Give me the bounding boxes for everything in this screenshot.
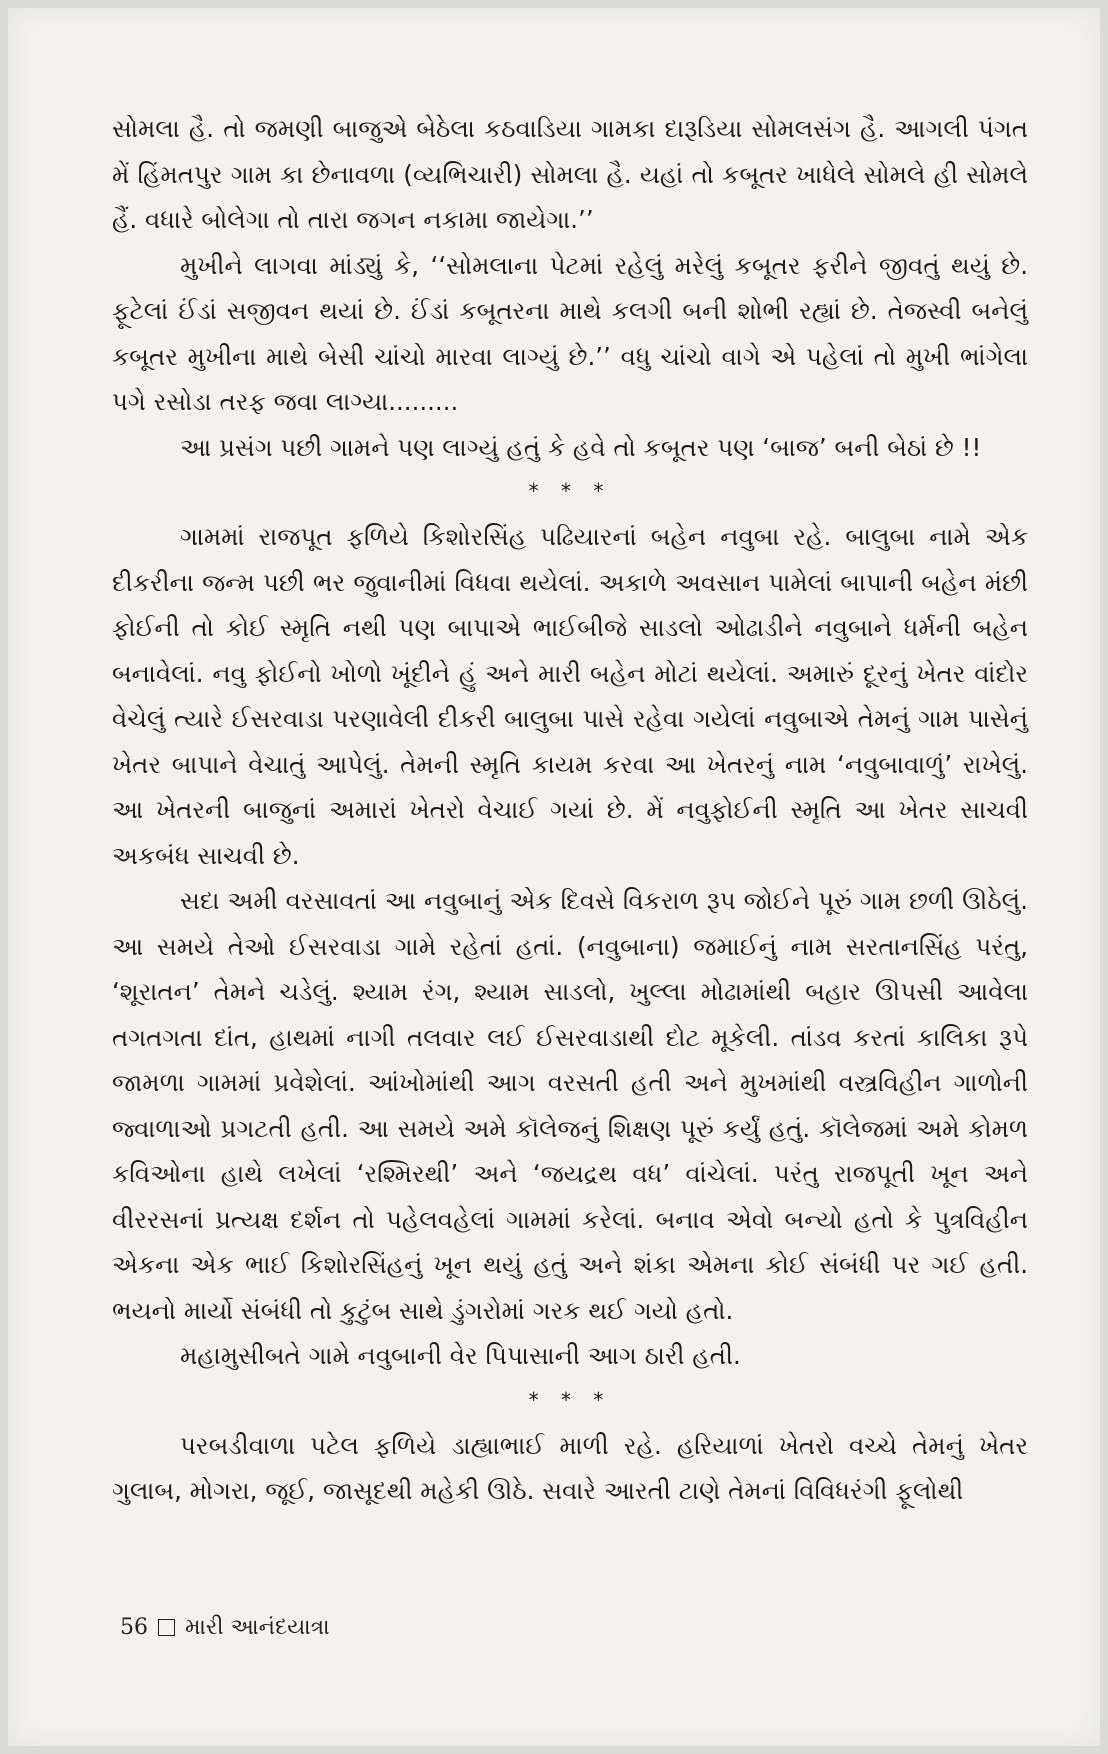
paragraph-6: મહામુસીબતે ગામે નવુબાની વેર પિપાસાની આગ ઠારી હતી. xyxy=(180,1341,741,1370)
paragraph-3: આ પ્રસંગ પછી ગામને પણ લાગ્યું હતું કે હવે તો કબૂતર પણ ‘બાજ’ બની બેઠાં છે !! xyxy=(180,432,982,462)
page-footer xyxy=(120,1615,330,1640)
paragraph-7: પરબડીવાળા પટેલ ફળિયે ડાહ્યાભાઈ માળી રહે. હરિયાળાં ખેતરો વચ્ચે તેમનું ખેતર ગુલાબ, મોગરા, જૂઈ, જાસૂદથી મહેકી ઊઠે. સવારે આરતી ટાણે તેમનાં વિવિધરંગી ફૂલોથી xyxy=(112,1430,1028,1505)
section-separator-1: * * * xyxy=(528,479,612,503)
paragraph-4: ગામમાં રાજપૂત ફળિયે કિશોરસિંહ પઢિયારનાં બહેન નવુબા રહે. બાલુબા નામે એક દીકરીના જન્મ પછી ભર જુવાનીમાં વિધવા થયેલાં. અકાળે અવસાન પામેલાં બાપાની બહેન મંછી ફોઈની તો કોઈ સ્મૃતિ નથી પણ બાપાએ ભાઈબીજે સાડલો ઓઢાડીને નવુબાને ધર્મની બહેન બનાવેલાં. નવુ ફોઈનો ખોળો ખૂંદીને હું અને મારી બહેન મોટાં થયેલાં. અમારું દૂરનું ખેતર વાંદોર વેચેલું ત્યારે ઈસરવાડા પરણાવેલી દીકરી બાલુબા પાસે રહેવા ગયેલાં નવુબાએ તેમનું ગામ પાસેનું ખેતર બાપાને વેચાતું આપેલું. તેમની સ્મૃતિ કાયમ કરવા આ ખેતરનું નામ ‘નવુબાવાળું’ રાખેલું. આ ખેતરની બાજુનાં અમારાં ખેતરો વેચાઈ ગયાં છે. મેં નવુફોઈની સ્મૃતિ આ ખેતર સાચવી અકબંધ સાચવી છે. xyxy=(112,522,1028,870)
square-box-icon xyxy=(158,1619,175,1636)
paragraph-1: સોમલા હૈ. તો જમણી બાજુએ બેઠેલા કઠવાડિયા ગામકા દારૂડિયા સોમલસંગ હૈ. આગલી પંગત મેં હિંમતપુર ગામ કા છેનાવળા (વ્યભિચારી) સોમલા હૈ. યહાં તો કબૂતર ખાધેલે સોમલે હી સોમલે હૈં. વધારે બોલેગા તો તારા જગન નકામા જાયેગા.’’ xyxy=(112,114,1028,234)
book-page xyxy=(8,8,1100,1746)
page-number: 56 xyxy=(120,1615,148,1640)
book-title: મારી આનંદયાત્રા xyxy=(185,1615,330,1640)
paragraph-5: સદા અમી વરસાવતાં આ નવુબાનું એક દિવસે વિકરાળ રૂપ જોઈને પૂરું ગામ છળી ઊઠેલું. આ સમયે તેઓ ઈસરવાડા ગામે રહેતાં હતાં. (નવુબાના) જમાઈનું નામ સરતાનસિંહ પરંતુ, ‘શૂરાતન’ તેમને ચડેલું. શ્યામ રંગ, શ્યામ સાડલો, ખુલ્લા મોઢામાંથી બહાર ઊપસી આવેલા તગતગતા દાંત, હાથમાં નાગી તલવાર લઈ ઈસરવાડાથી દોટ મૂકેલી. તાંડવ કરતાં કાલિકા રૂપે જામળા ગામમાં પ્રવેશેલાં. આંખોમાંથી આગ વરસતી હતી અને મુખમાંથી વસ્ત્રવિહીન ગાળોની જ્વાળાઓ પ્રગટતી હતી. આ સમયે અમે કૉલેજનું શિક્ષણ પૂરું કર્યું હતું. કૉલેજમાં અમે કોમળ કવિઓના હાથે લખેલાં ‘રશ્મિરથી’ અને ‘જયદ્રથ વધ’ વાંચેલાં. પરંતુ રાજપૂતી ખૂન અને વીરરસનાં પ્રત્યક્ષ દર્શન તો પહેલવહેલાં ગામમાં કરેલાં. બનાવ એવો બન્યો હતો કે પુત્રવિહીન એકના એક ભાઈ કિશોરસિંહનું ખૂન થયું હતું અને શંકા એમના કોઈ સંબંધી પર ગઈ હતી. ભયનો માર્યો સંબંધી તો કુટુંબ સાથે ડુંગરોમાં ગરક થઈ ગયો હતો. xyxy=(112,886,1028,1325)
paragraph-2: મુખીને લાગવા માંડ્યું કે, ‘‘સોમલાના પેટમાં રહેલું મરેલું કબૂતર ફરીને જીવતું થયું છે. ફૂટેલાં ઈંડાં સજીવન થયાં છે. ઈંડાં કબૂતરના માથે કલગી બની શોભી રહ્યાં છે. તેજસ્વી બનેલું કબૂતર મુખીના માથે બેસી ચાંચો મારવા લાગ્યું છે.’’ વધુ ચાંચો વાગે એ પહેલાં તો મુખી ભાંગેલા પગે રસોડા તરફ જવા લાગ્યા......... xyxy=(112,250,1028,416)
section-separator-2: * * * xyxy=(528,1387,612,1412)
page-text xyxy=(112,106,1028,1514)
